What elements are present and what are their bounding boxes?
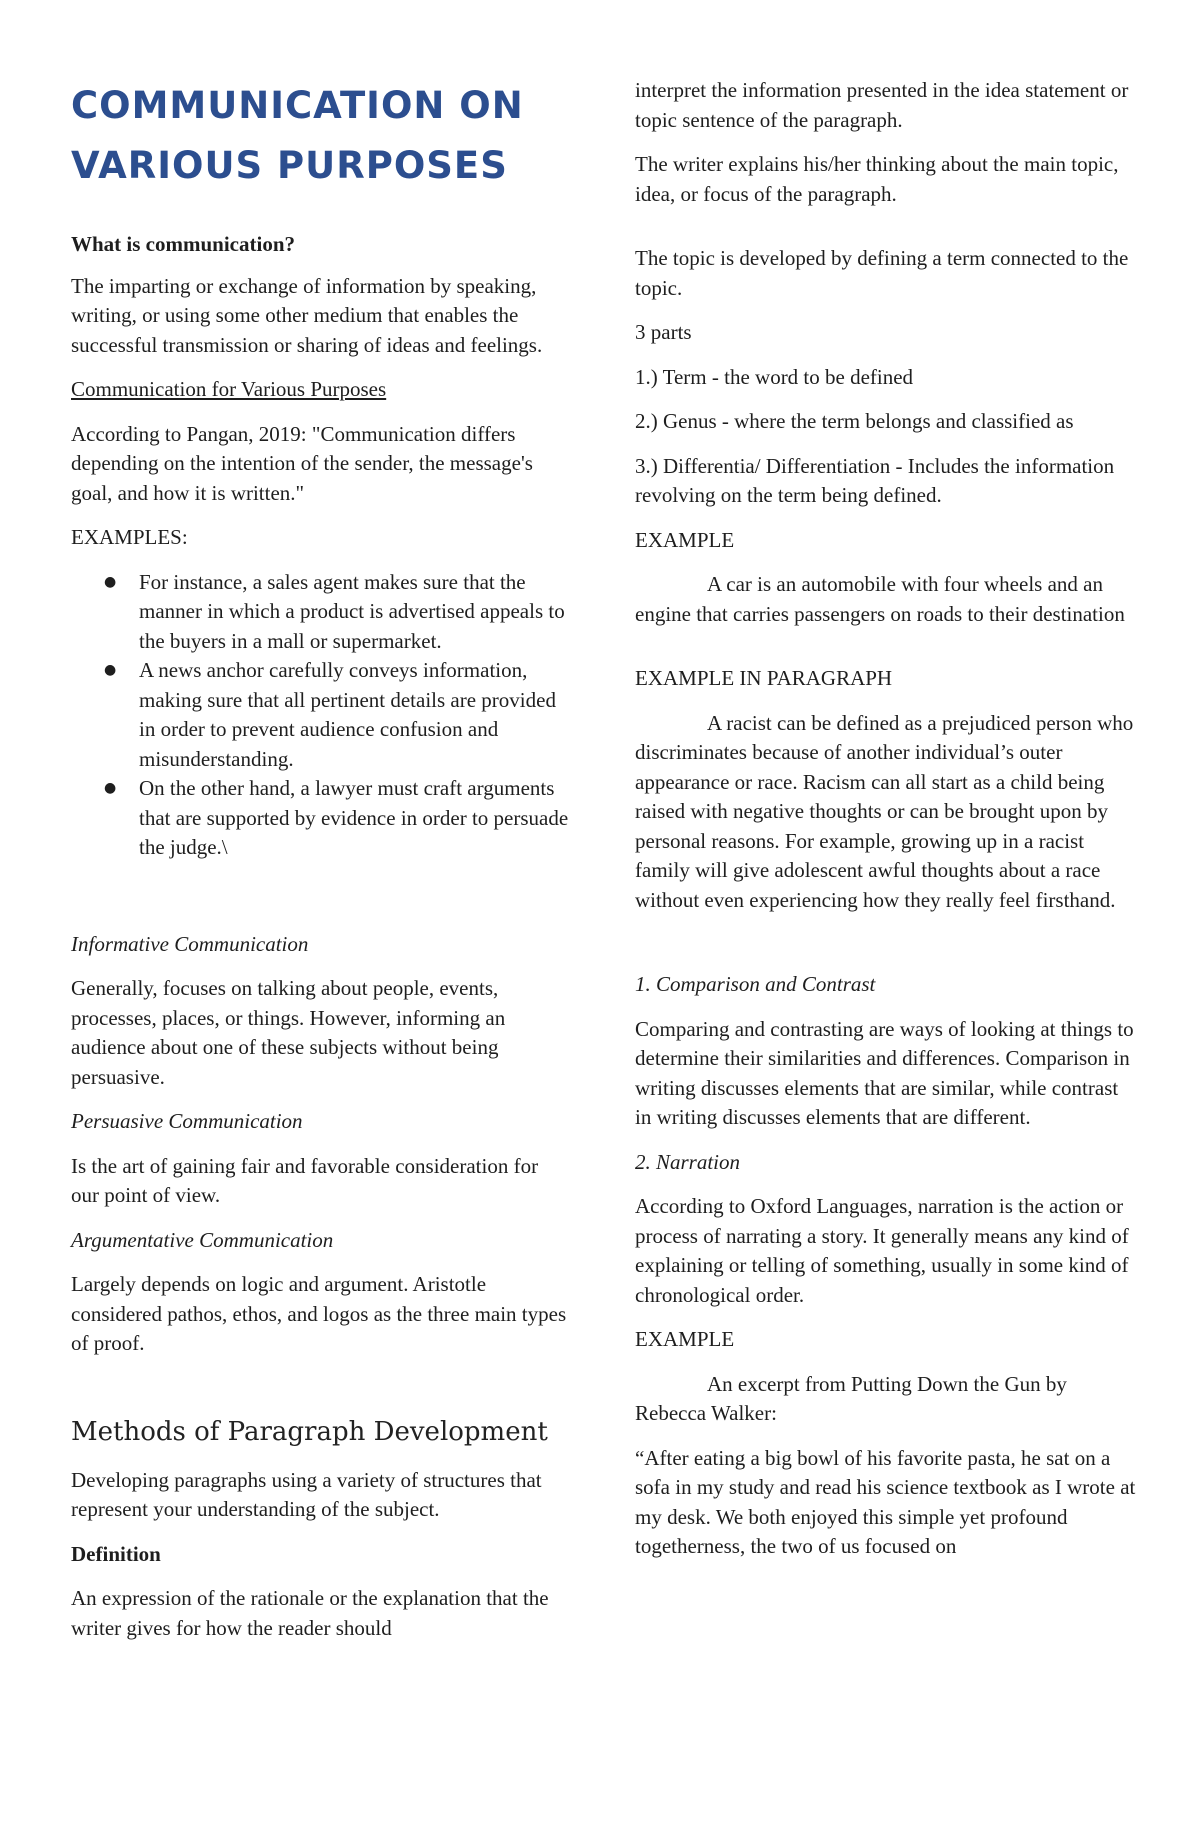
spacer: [635, 644, 1136, 664]
various-purposes-subheading: Communication for Various Purposes: [71, 377, 387, 401]
methods-heading: Methods of Paragraph Development: [71, 1416, 548, 1447]
part-term: 1.) Term - the word to be defined: [635, 364, 914, 389]
example2-label: EXAMPLE: [635, 1327, 735, 1351]
excerpt-intro: An excerpt from Putting Down the Gun by Rebecca Walker:: [635, 1371, 1067, 1425]
examples-list: [71, 568, 571, 863]
excerpt-text: “After eating a big bowl of his favorite pasta, he sat on a sofa in my study and read his science textbook as I wrote at my desk. We both enjoyed this simple yet profound togetherness, the two of us focused on: [635, 1445, 1136, 1558]
definition-text: An expression of the rationale or the explanation that the writer gives for how the reader should: [71, 1586, 549, 1640]
parts-label: 3 parts: [635, 320, 692, 344]
spacer: [71, 878, 571, 930]
spacer: [635, 224, 1136, 244]
page-title: [71, 76, 571, 196]
list-item: ● A news anchor carefully conveys information, making sure that all pertinent details are provided in order to prevent audience confusion and misunderstanding.: [139, 656, 571, 774]
argumentative-text: Largely depends on logic and argument. Aristotle considered pathos, ethos, and logos as the three main types of proof.: [71, 1272, 567, 1355]
writer-explains: The writer explains his/her thinking about the main topic, idea, or focus of the paragraph.: [635, 152, 1119, 206]
list-item: ● On the other hand, a lawyer must craft arguments that are supported by evidence in order to persuade the judge.\: [139, 774, 571, 863]
part-differentia: 3.) Differentia/ Differentiation - Includes the information revolving on the term being defined.: [635, 453, 1115, 507]
right-column: [635, 76, 1136, 1835]
example-paragraph-text: A racist can be defined as a prejudiced person who discriminates because of another individual’s outer appearance or race. Racism can all start as a child being raised with negative thoughts or can be brought upon by personal reasons. For example, growing up in a racist family will give adolescent awful thoughts about a race without even experiencing how they really feel firsthand.: [635, 710, 1134, 912]
definition-continued: interpret the information presented in the idea statement or topic sentence of the paragraph.: [635, 78, 1129, 132]
narration-heading: 2. Narration: [635, 1149, 741, 1174]
spacer: [635, 930, 1136, 970]
narration-text: According to Oxford Languages, narration is the action or process of narrating a story. It generally means any kind of explaining or telling of something, usually in some kind of chronological order.: [635, 1194, 1129, 1307]
comparison-text: Comparing and contrasting are ways of looking at things to determine their similarities and differences. Comparison in writing discusses elements that are similar, while contrast in writing discusses elements that are different.: [635, 1016, 1134, 1129]
examples-label: EXAMPLES:: [71, 525, 188, 549]
methods-text: Developing paragraphs using a variety of structures that represent your understanding of the subject.: [71, 1467, 542, 1521]
informative-text: Generally, focuses on talking about people, events, processes, places, or things. However, informing an audience about one of these subjects without being persuasive.: [71, 976, 506, 1089]
spacer: [71, 1374, 571, 1414]
title-line-2: VARIOUS PURPOSES: [71, 144, 508, 187]
pangan-quote: According to Pangan, 2019: "Communication differs depending on the intention of the sender, the message's goal, and how it is written.": [71, 421, 533, 505]
example-paragraph-label: EXAMPLE IN PARAGRAPH: [635, 666, 893, 690]
example-text: A car is an automobile with four wheels and an engine that carries passengers on roads to their destination: [635, 572, 1125, 626]
part-genus: 2.) Genus - where the term belongs and classified as: [635, 409, 1074, 433]
persuasive-heading: Persuasive Communication: [71, 1109, 303, 1133]
informative-heading: Informative Communication: [71, 931, 309, 956]
example-label: EXAMPLE: [635, 527, 735, 552]
persuasive-text: Is the art of gaining fair and favorable consideration for our point of view.: [71, 1153, 539, 1207]
comparison-heading: 1. Comparison and Contrast: [635, 972, 876, 996]
definition-heading: Definition: [71, 1541, 161, 1566]
argumentative-heading: Argumentative Communication: [71, 1227, 334, 1252]
question-heading: What is communication?: [71, 232, 296, 256]
topic-developed: The topic is developed by defining a term connected to the topic.: [635, 246, 1129, 300]
left-column: [71, 76, 571, 1835]
communication-definition: The imparting or exchange of information by speaking, writing, or using some other medium that enables the successful transmission or sharing of ideas and feelings.: [71, 273, 543, 357]
title-line-1: COMMUNICATION ON: [71, 84, 524, 127]
list-item: ● For instance, a sales agent makes sure that the manner in which a product is advertised appeals to the buyers in a mall or supermarket.: [139, 568, 571, 657]
